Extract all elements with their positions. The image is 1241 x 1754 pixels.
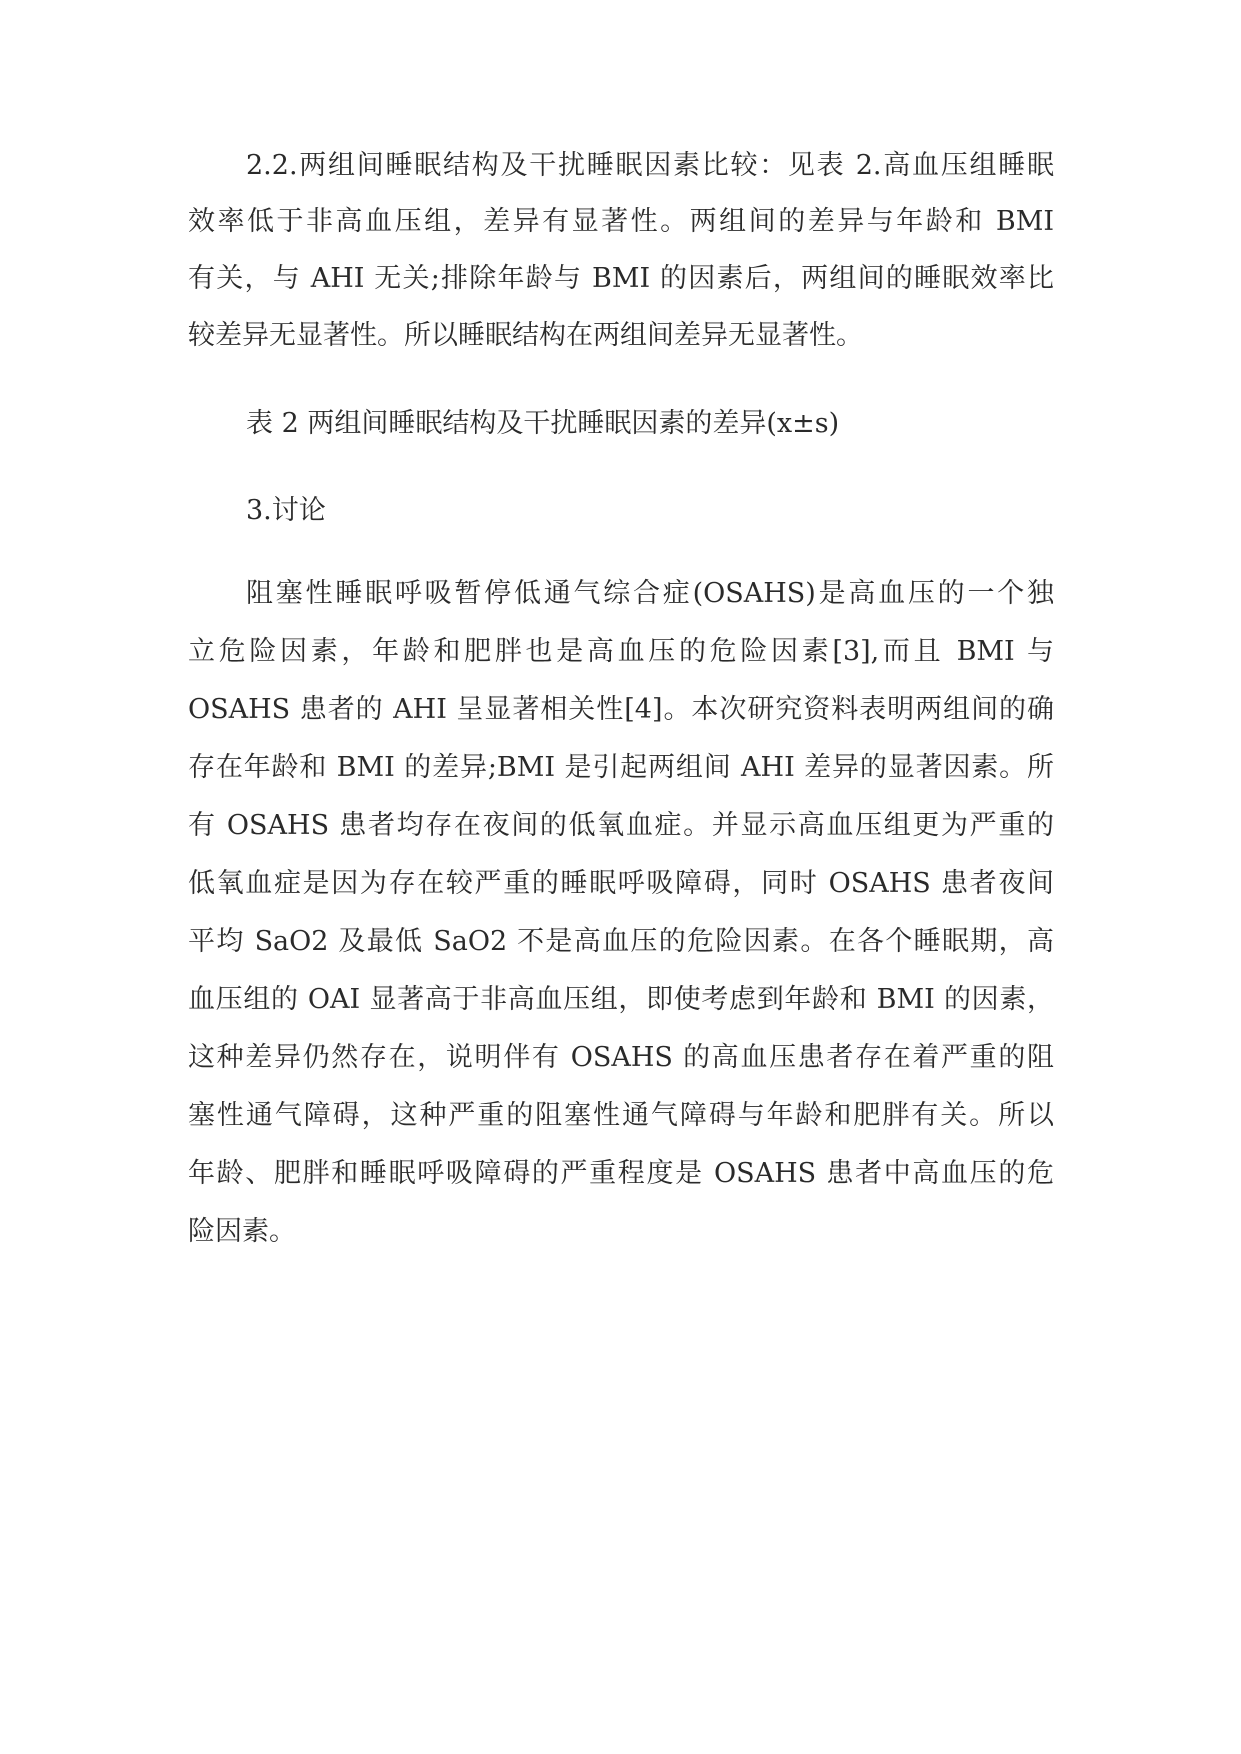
section-2-2-line-2: 效率低于非高血压组，差异有显著性。两组间的差异与年龄和 BMI (188, 206, 1054, 237)
discussion-line-5: 有 OSAHS 患者均存在夜间的低氧血症。并显示高血压组更为严重的 (188, 810, 1054, 841)
discussion-line-12: 险因素。 (188, 1216, 296, 1247)
discussion-heading: 3.讨论 (246, 495, 326, 526)
discussion-line-10: 塞性通气障碍，这种严重的阻塞性通气障碍与年龄和肥胖有关。所以 (188, 1100, 1054, 1131)
discussion-line-9: 这种差异仍然存在，说明伴有 OSAHS 的高血压患者存在着严重的阻 (188, 1042, 1054, 1073)
discussion-line-2: 立危险因素，年龄和肥胖也是高血压的危险因素[3],而且 BMI 与 (188, 636, 1054, 667)
discussion-line-11: 年龄、肥胖和睡眠呼吸障碍的严重程度是 OSAHS 患者中高血压的危 (188, 1158, 1054, 1189)
table-caption: 表 2 两组间睡眠结构及干扰睡眠因素的差异(x±s) (246, 408, 840, 439)
discussion-line-7: 平均 SaO2 及最低 SaO2 不是高血压的危险因素。在各个睡眠期，高 (188, 926, 1054, 957)
section-2-2-line-3: 有关，与 AHI 无关;排除年龄与 BMI 的因素后，两组间的睡眠效率比 (188, 263, 1054, 294)
section-2-2-line-4: 较差异无显著性。所以睡眠结构在两组间差异无显著性。 (188, 320, 863, 351)
discussion-line-3: OSAHS 患者的 AHI 呈显著相关性[4]。本次研究资料表明两组间的确 (188, 694, 1054, 725)
discussion-line-6: 低氧血症是因为存在较严重的睡眠呼吸障碍，同时 OSAHS 患者夜间 (188, 868, 1054, 899)
section-2-2-line-1: 2.2.两组间睡眠结构及干扰睡眠因素比较：见表 2.高血压组睡眠 (246, 150, 1054, 181)
discussion-line-8: 血压组的 OAI 显著高于非高血压组，即使考虑到年龄和 BMI 的因素， (188, 984, 1054, 1015)
discussion-line-4: 存在年龄和 BMI 的差异;BMI 是引起两组间 AHI 差异的显著因素。所 (188, 752, 1054, 783)
discussion-line-1: 阻塞性睡眠呼吸暂停低通气综合症(OSAHS)是高血压的一个独 (246, 578, 1054, 609)
